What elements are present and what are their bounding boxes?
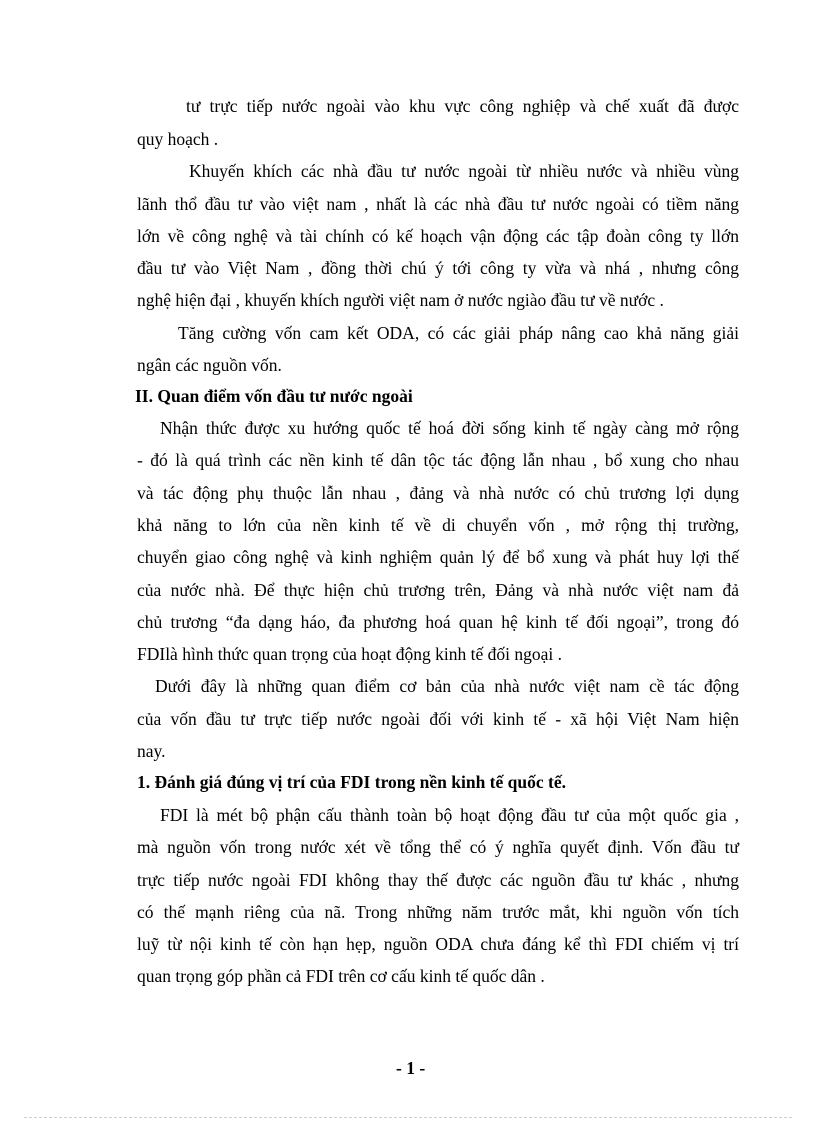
text-line: quan trọng góp phần cả FDI trên cơ cấu kinh tế quốc dân . [137,966,545,986]
text-line: chủ trương “đa dạng háo, đa phương hoá quan hệ kinh tế đối ngoại”, trong đó [137,612,739,632]
page-number: - 1 - [396,1058,426,1078]
section-heading: II. Quan điểm vốn đầu tư nước ngoài [135,386,413,406]
text-line: Khuyến khích các nhà đầu tư nước ngoài từ nhiều nước và nhiều vùng [189,161,739,181]
text-line: nay. [137,741,166,761]
text-line: trực tiếp nước ngoài FDI không thay thế được các nguồn đầu tư khác , nhưng [137,870,739,890]
text-line: đầu tư vào Việt Nam , đồng thời chú ý tới công ty vừa và nhá , nhưng công [137,258,739,278]
text-line: của nước nhà. Để thực hiện chủ trương trên, Đảng và nhà nước việt nam đả [137,580,739,600]
text-line: nghệ hiện đại , khuyến khích người việt nam ở nước ngiào đầu tư về nước . [137,290,664,310]
text-line: khả năng to lớn của nền kinh tế về di chuyển vốn , mở rộng thị trường, [137,515,739,535]
text-line: mà nguồn vốn trong nước xét về tổng thể có ý nghĩa quyết định. Vốn đầu tư [137,837,739,857]
text-line: FDIlà hình thức quan trọng của hoạt động kinh tế đối ngoại . [137,644,563,664]
subsection-heading: 1. Đánh giá đúng vị trí của FDI trong nền kinh tế quốc tế. [137,772,566,792]
text-line: chuyển giao công nghệ và kinh nghiệm quản lý để bổ xung và phát huy lợi thế [137,547,739,567]
text-line: của vốn đầu tư trực tiếp nước ngoài đối với kinh tế - xã hội Việt Nam hiện [137,709,739,729]
text-line: ngân các nguồn vốn. [137,355,282,375]
text-line: Tăng cường vốn cam kết ODA, có các giải pháp nâng cao khả năng giải [178,323,739,343]
text-line: Nhận thức được xu hướng quốc tế hoá đời sống kinh tế ngày càng mở rộng [160,418,739,438]
text-line: lãnh thổ đầu tư vào việt nam , nhất là các nhà đầu tư nước ngoài có tiềm năng [137,194,739,214]
text-line: quy hoạch . [137,129,219,149]
text-line: luỹ từ nội kinh tế còn hạn hẹp, nguồn ODA chưa đáng kể thì FDI chiếm vị trí [137,934,739,954]
text-line: - đó là quá trình các nền kinh tế dân tộc tác động lẫn nhau , bổ xung cho nhau [137,450,739,470]
text-line: tư trực tiếp nước ngoài vào khu vực công nghiệp và chế xuất đã được [186,96,739,116]
text-line: lớn về công nghệ và tài chính có kế hoạch vận động các tập đoàn công ty llớn [137,226,739,246]
text-line: Dưới đây là những quan điểm cơ bản của nhà nước việt nam cề tác động [155,676,739,696]
text-line: và tác động phụ thuộc lẫn nhau , đảng và nhà nước có chủ trương lợi dụng [137,483,739,503]
page-bottom-rule [24,1117,792,1118]
text-line: có thế mạnh riêng của nã. Trong những năm trước mắt, khi nguồn vốn tích [137,902,739,922]
text-line: FDI là mét bộ phận cấu thành toàn bộ hoạt động đầu tư của một quốc gia , [160,805,739,825]
